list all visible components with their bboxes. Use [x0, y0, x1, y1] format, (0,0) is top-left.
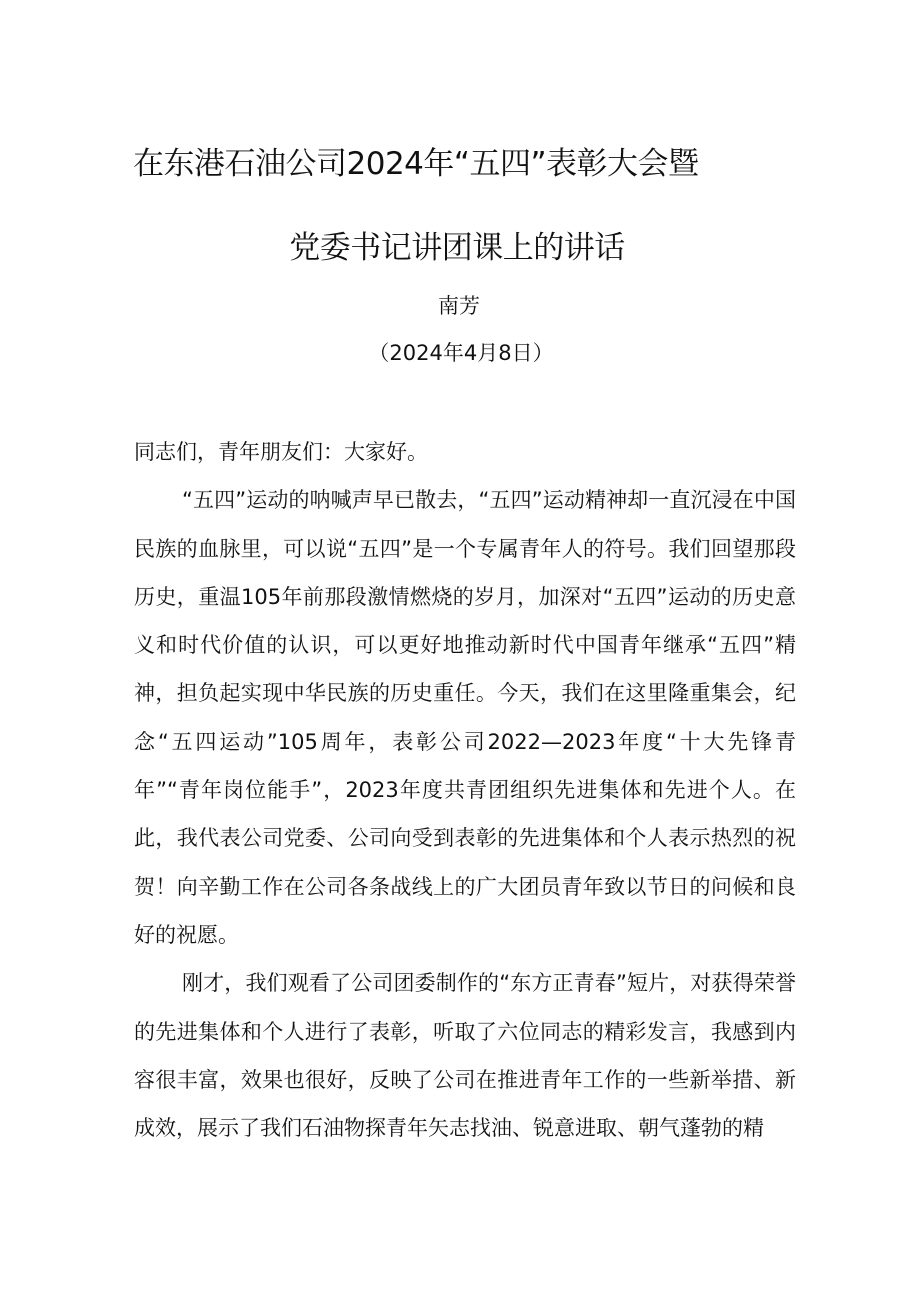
body-paragraph-2: 刚才，我们观看了公司团委制作的“东方正青春”短片，对获得荣誉的先进集体和个人进行了表彰，听取了六位同志的精彩发言，我感到内容很丰富，效果也很好，反映了公司在推进青年工作的一些新举措、新成效，展示了我们石油物探青年矢志找油、锐意进取、朝气蓬勃的精 [134, 971, 796, 1141]
greeting: 同志们，青年朋友们：大家好。 [134, 440, 428, 464]
document-title-line-1: 在东港石油公司2024年“五四”表彰大会暨 [133, 146, 699, 182]
author-name: 南芳 [438, 294, 480, 318]
document-title-line-2: 党委书记讲团课上的讲话 [289, 230, 625, 266]
body-paragraph-1: “五四”运动的呐喊声早已散去，“五四”运动精神却一直沉浸在中国民族的血脉里，可以说“五四”是一个专属青年人的符号。我们回望那段历史，重温105年前那段激情燃烧的岁月，加深对“五四”运动的历史意义和时代价值的认识，可以更好地推动新时代中国青年继承“五四”精神，担负起实现中华民族的历史重任。今天，我们在这里隆重集会，纪念“五四运动”105周年，表彰公司2022—2023年度“十大先锋青年”“青年岗位能手”，2023年度共青团组织先进集体和先进个人。在此，我代表公司党委、公司向受到表彰的先进集体和个人表示热烈的祝贺！向辛勤工作在公司各条战线上的广大团员青年致以节日的问候和良好的祝愿。 [134, 488, 796, 947]
speech-date: （2024年4月8日） [368, 341, 554, 365]
document-body [134, 428, 796, 1152]
